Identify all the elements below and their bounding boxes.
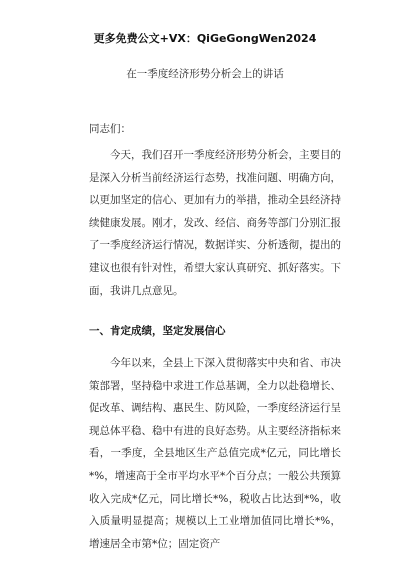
body-paragraph: 今年以来，全县上下深入贯彻落实中央和省、市决策部署，坚持稳中求进工作总基调，全力以赴稳增长、促改革、调结构、惠民生、防风险，一季度经济运行呈现总体平稳、稳中有进的良好态势。从主要经济指标来看，一季度，全县地区生产总值完成*亿元，同比增长*%，增速高于全市平均水平*个百分点；一般公共预算收入完成*亿元，同比增长*%，税收占比达到*%，收入质量明显提高；规模以上工业增加值同比增长*%，增速居全市第*位；固定资产 xyxy=(89,357,341,550)
salutation: 同志们： xyxy=(89,123,131,135)
document-title: 在一季度经济形势分析会上的讲话 xyxy=(126,68,284,80)
body-paragraph: 今天，我们召开一季度经济形势分析会，主要目的是深入分析当前经济运行态势，找准问题、明确方向，以更加坚定的信心、更加有力的举措，推动全县经济持续健康发展。刚才，发改、经信、商务等部门分别汇报了一季度经济运行情况，数据详实、分析透彻，提出的建议也很有针对性，希望大家认真研究、抓好落实。下面，我讲几点意见。 xyxy=(89,149,341,297)
section-heading: 一、肯定成绩，坚定发展信心 xyxy=(89,325,226,337)
promo-header: 更多免费公文+VX：QiGeGongWen2024 xyxy=(93,32,317,45)
